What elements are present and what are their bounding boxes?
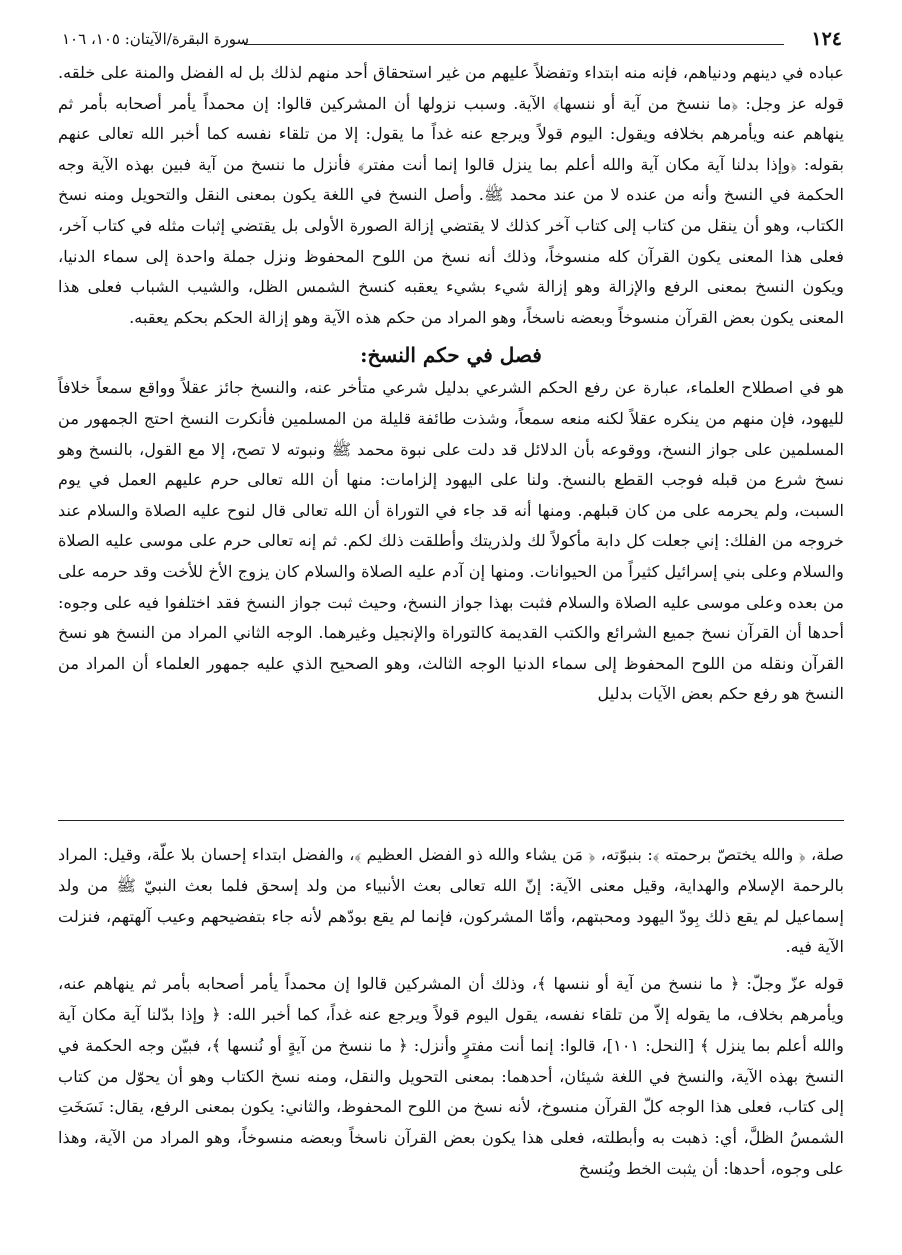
main-text: [58, 58, 844, 710]
page-header: [58, 28, 844, 58]
page: [58, 28, 844, 1228]
paragraph: هو في اصطلاح العلماء، عبارة عن رفع الحكم الشرعي بدليل شرعي متأخر عنه، والنسخ جائز عقلاً وواقع سمعاً خلافاً لليهود، فإن منهم من ينكره عقلاً لكنه منعه سمعاً، وشذت طائفة قليلة من المسلمين فأنكرت النسخ احتج الجمهور من المسلمين على جواز النسخ، ووقوعه بأن الدلائل قد دلت على نبوة محمد ﷺ ونبوته لا تصح، إلا مع القول، بالنسخ وهو نسخ شرع من قبله فوجب القطع بالنسخ. ولنا على اليهود إلزامات: منها أن الله تعالى حرم عليهم العمل في يوم السبت، ولم يحرمه على من كان قبلهم. ومنها أنه قد جاء في التوراة أن الله تعالى قال لنوح عليه الصلاة والسلام عند خروجه من الفلك: إني جعلت كل دابة مأكولاً لك ولذريتك وأطلقت ذلك لكم. ثم إنه تعالى حرم على موسى عليه الصلاة والسلام وعلى بني إسرائيل كثيراً من الحيوانات. ومنها إن آدم عليه الصلاة والسلام كان يزوج الأخ للأخت وقد حرمه على من بعده وعلى موسى عليه الصلاة والسلام فثبت بهذا جواز النسخ، وحيث ثبت جواز النسخ فقد اختلفوا فيه على وجوه: أحدها أن القرآن نسخ جميع الشرائع والكتب القديمة كالتوراة والإنجيل وغيرهما. الوجه الثاني المراد من النسخ هو نسخ القرآن ونقله من اللوح المحفوظ إلى سماء الدنيا الوجه الثالث، وهو الصحيح الذي عليه جمهور العلماء أن المراد من النسخ هو رفع حكم بعض الآيات بدليل: [58, 378, 844, 704]
footnote-divider: [58, 820, 844, 821]
running-title: سورة البقرة/الآيتان: ١٠٥، ١٠٦: [62, 30, 250, 48]
page-number: ١٢٤: [811, 28, 842, 50]
footnote: صلة، ﴿ والله يختصّ برحمته ﴾: بنبوّته، ﴿ مَن يشاء والله ذو الفضل العظيم ﴾، والفضل ابتداء إحسان بلا علّة، وقيل: المراد بالرحمة الإسلام والهداية، وقيل معنى الآية: إنّ الله تعالى بعث الأنبياء من ولد إسحق فلما بعث النبيّ ﷺ من ولد إسماعيل لم يقع ذلك بِودّ اليهود ومحبتهم، وأمّا المشركون، فإنما لم يقع بودّهم لأنه جاء بتفضيحهم وعيب آلهتهم، فنزلت الآية فيه.: [58, 845, 844, 957]
header-rule: [244, 44, 784, 45]
section-title: فصل في حكم النسخ:: [360, 343, 542, 368]
footnote: قوله عزّ وجلّ: ﴿ ما ننسخ من آية أو ننسها ﴾، وذلك أن المشركين قالوا إن محمداً يأمر أصحابه بأمر ثم ينهاهم عنه، ويأمرهم بخلاف، ما يقوله إلاّ من تلقاء نفسه، يقول اليوم قولاً ويرجع عنه غداً، كما أخبر الله: ﴿ وإذا بدّلنا آية مكان آية والله أعلم بما ينزل ﴾ [النحل: ١٠١]، قالوا: إنما أنت مفترٍ وأنزل: ﴿ ما ننسخ من آيةٍ أو نُنسها ﴾، فبيّن وجه الحكمة في النسخ بهذه الآية، والنسخ في اللغة شيئان، أحدهما: بمعنى التحويل والنقل، ومنه نسخ الكتاب وهو أن يحوّل من كتاب إلى كتاب، فعلى هذا الوجه كلّ القرآن منسوخ، لأنه نسخ من اللوح المحفوظ، والثاني: يكون بمعنى الرفع، يقال: نَسَخَتِ الشمسُ الظلَّ، أي: ذهبت به وأبطلته، فعلى هذا يكون بعض القرآن ناسخاً وبعضه منسوخاً، وهو المراد من الآية، وهذا على وجوه، أحدها: أن يثبت الخط ويُنسخ: [58, 974, 844, 1178]
paragraph: عباده في دينهم ودنياهم، فإنه منه ابتداء وتفضلاً عليهم من غير استحقاق أحد منهم لذلك بل له الفضل والمنة على خلقه. قوله عز وجل: ﴿ما ننسخ من آية أو ننسها﴾ الآية. وسبب نزولها أن المشركين قالوا: إن محمداً يأمر أصحابه بأمر ثم ينهاهم عنه ويأمرهم بخلافه ويقول: اليوم قولاً ويرجع عنه غداً ما يقول: إلا من تلقاء نفسه كما أخبر الله تعالى عنهم بقوله: ﴿وإذا بدلنا آية مكان آية والله أعلم بما ينزل قالوا إنما أنت مفتر﴾ فأنزل ما ننسخ من آية فبين بهذه الآية وجه الحكمة في النسخ وأنه من عنده لا من عند محمد ﷺ. وأصل النسخ في اللغة يكون بمعنى النقل والتحويل ومنه نسخ الكتاب، وهو أن ينقل من كتاب إلى كتاب آخر كذلك لا يقتضي إزالة الصورة الأولى بل يقتضي إثبات مثله في كتاب آخر، فعلى هذا المعنى يكون القرآن كله منسوخاً، وذلك أنه نسخ من اللوح المحفوظ ونزل جملة واحدة إلى سماء الدنيا، ويكون النسخ بمعنى الرفع والإزالة وهو إزالة شيء بشيء يعقبه كنسخ الشمس الظل، والشيب الشباب فعلى هذا المعنى يكون بعض القرآن منسوخاً وبعضه ناسخاً، وهو المراد من حكم هذه الآية وهو إزالة الحكم بحكم يعقبه.: [58, 63, 844, 327]
footnotes: [58, 840, 844, 1191]
